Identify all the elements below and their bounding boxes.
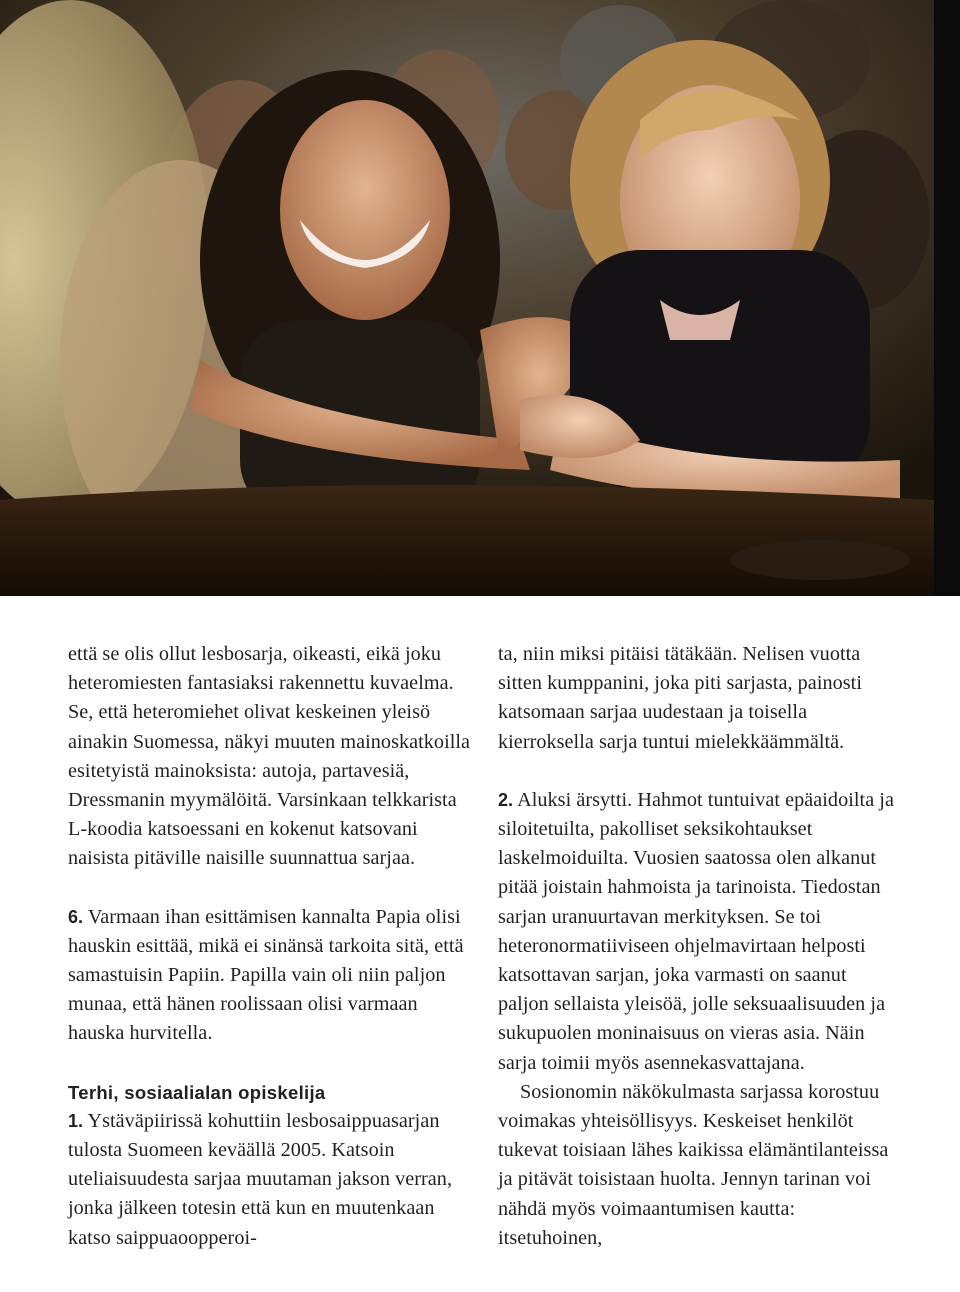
right-paragraph-2: [498, 786, 898, 1078]
left-paragraph-3: [68, 1107, 476, 1253]
article-photo: [0, 0, 960, 596]
left-column: [68, 640, 476, 1253]
right-paragraph-1: ta, niin miksi pitäisi tätäkään. Nelisen vuotta sitten kumppanini, joka piti sarjasta, painosti katsomaan sarjaa uudestaan ja toisella kierroksella sarja tuntui mielekkäämmältä.: [498, 643, 862, 753]
right-paragraph-2-text: Aluksi ärsytti. Hahmot tuntuivat epäaidoilta ja siloitetuilta, pakolliset seksikohtaukset laskelmoiduilta. Vuosien saatossa olen alkanut pitää joistain hahmoista ja tarinoista. Tiedostan sarjan uranuurtavan merkityksen. Se toi heteronormatiiviseen ohjelmavirtaan helposti katsottavan sarjan, joka varmasti on saanut paljon sellaista yleisöä, jolle seksuaalisuuden ja sukupuolen moninaisuus on vieras asia. Näin sarja toimii myös asennekasvattajana.: [498, 788, 894, 1074]
answer-number: 2.: [498, 789, 514, 810]
left-paragraph-2: [68, 903, 476, 1049]
left-paragraph-1: että se olis ollut lesbosarja, oikeasti, eikä joku heteromiesten fantasiaksi rakennettu kuvaelma. Se, että heteromiehet olivat keskeinen yleisö ainakin Suomessa, näkyi muuten mainoskatkoilla esitetyistä mainoksista: autoja, partavesiä, Dressmanin myymälöitä. Varsinkaan telkkarista L-koodia katsoessani en kokenut katsovani naisista pitäville naisille suunnattua sarjaa.: [68, 643, 471, 870]
left-paragraph-3-text: Ystäväpiirissä kohuttiin lesbosaippuasarjan tulosta Suomeen keväällä 2005. Katsoin uteliaisuudesta sarjaa muutaman jakson verran, jonka jälkeen totesin että kun en muutenkaan katso saippuaoopperoi-: [68, 1109, 453, 1249]
answer-number: 1.: [68, 1110, 84, 1131]
photo-icon: [0, 0, 960, 596]
right-paragraph-3: Sosionomin näkökulmasta sarjassa korostuu voimakas yhteisöllisyys. Keskeiset henkilöt tukevat toisiaan lähes kaikissa elämäntilanteissa ja pitävät toisistaan huolta. Jennyn tarinan voi nähdä myös voimaantumisen kautta: itsetuhoinen,: [498, 1080, 889, 1249]
left-paragraph-2-text: Varmaan ihan esittämisen kannalta Papia olisi hauskin esittää, mikä ei sinänsä tarkoita sitä, että samastuisin Papiin. Papilla vain oli niin paljon munaa, että hänen roolissaan olisi varmaan hauska hurvitella.: [68, 905, 464, 1045]
photo-border: [934, 0, 960, 596]
respondent-heading: Terhi, sosiaalialan opiskelija: [68, 1081, 326, 1103]
right-column: [498, 640, 898, 1253]
answer-number: 6.: [68, 906, 84, 927]
